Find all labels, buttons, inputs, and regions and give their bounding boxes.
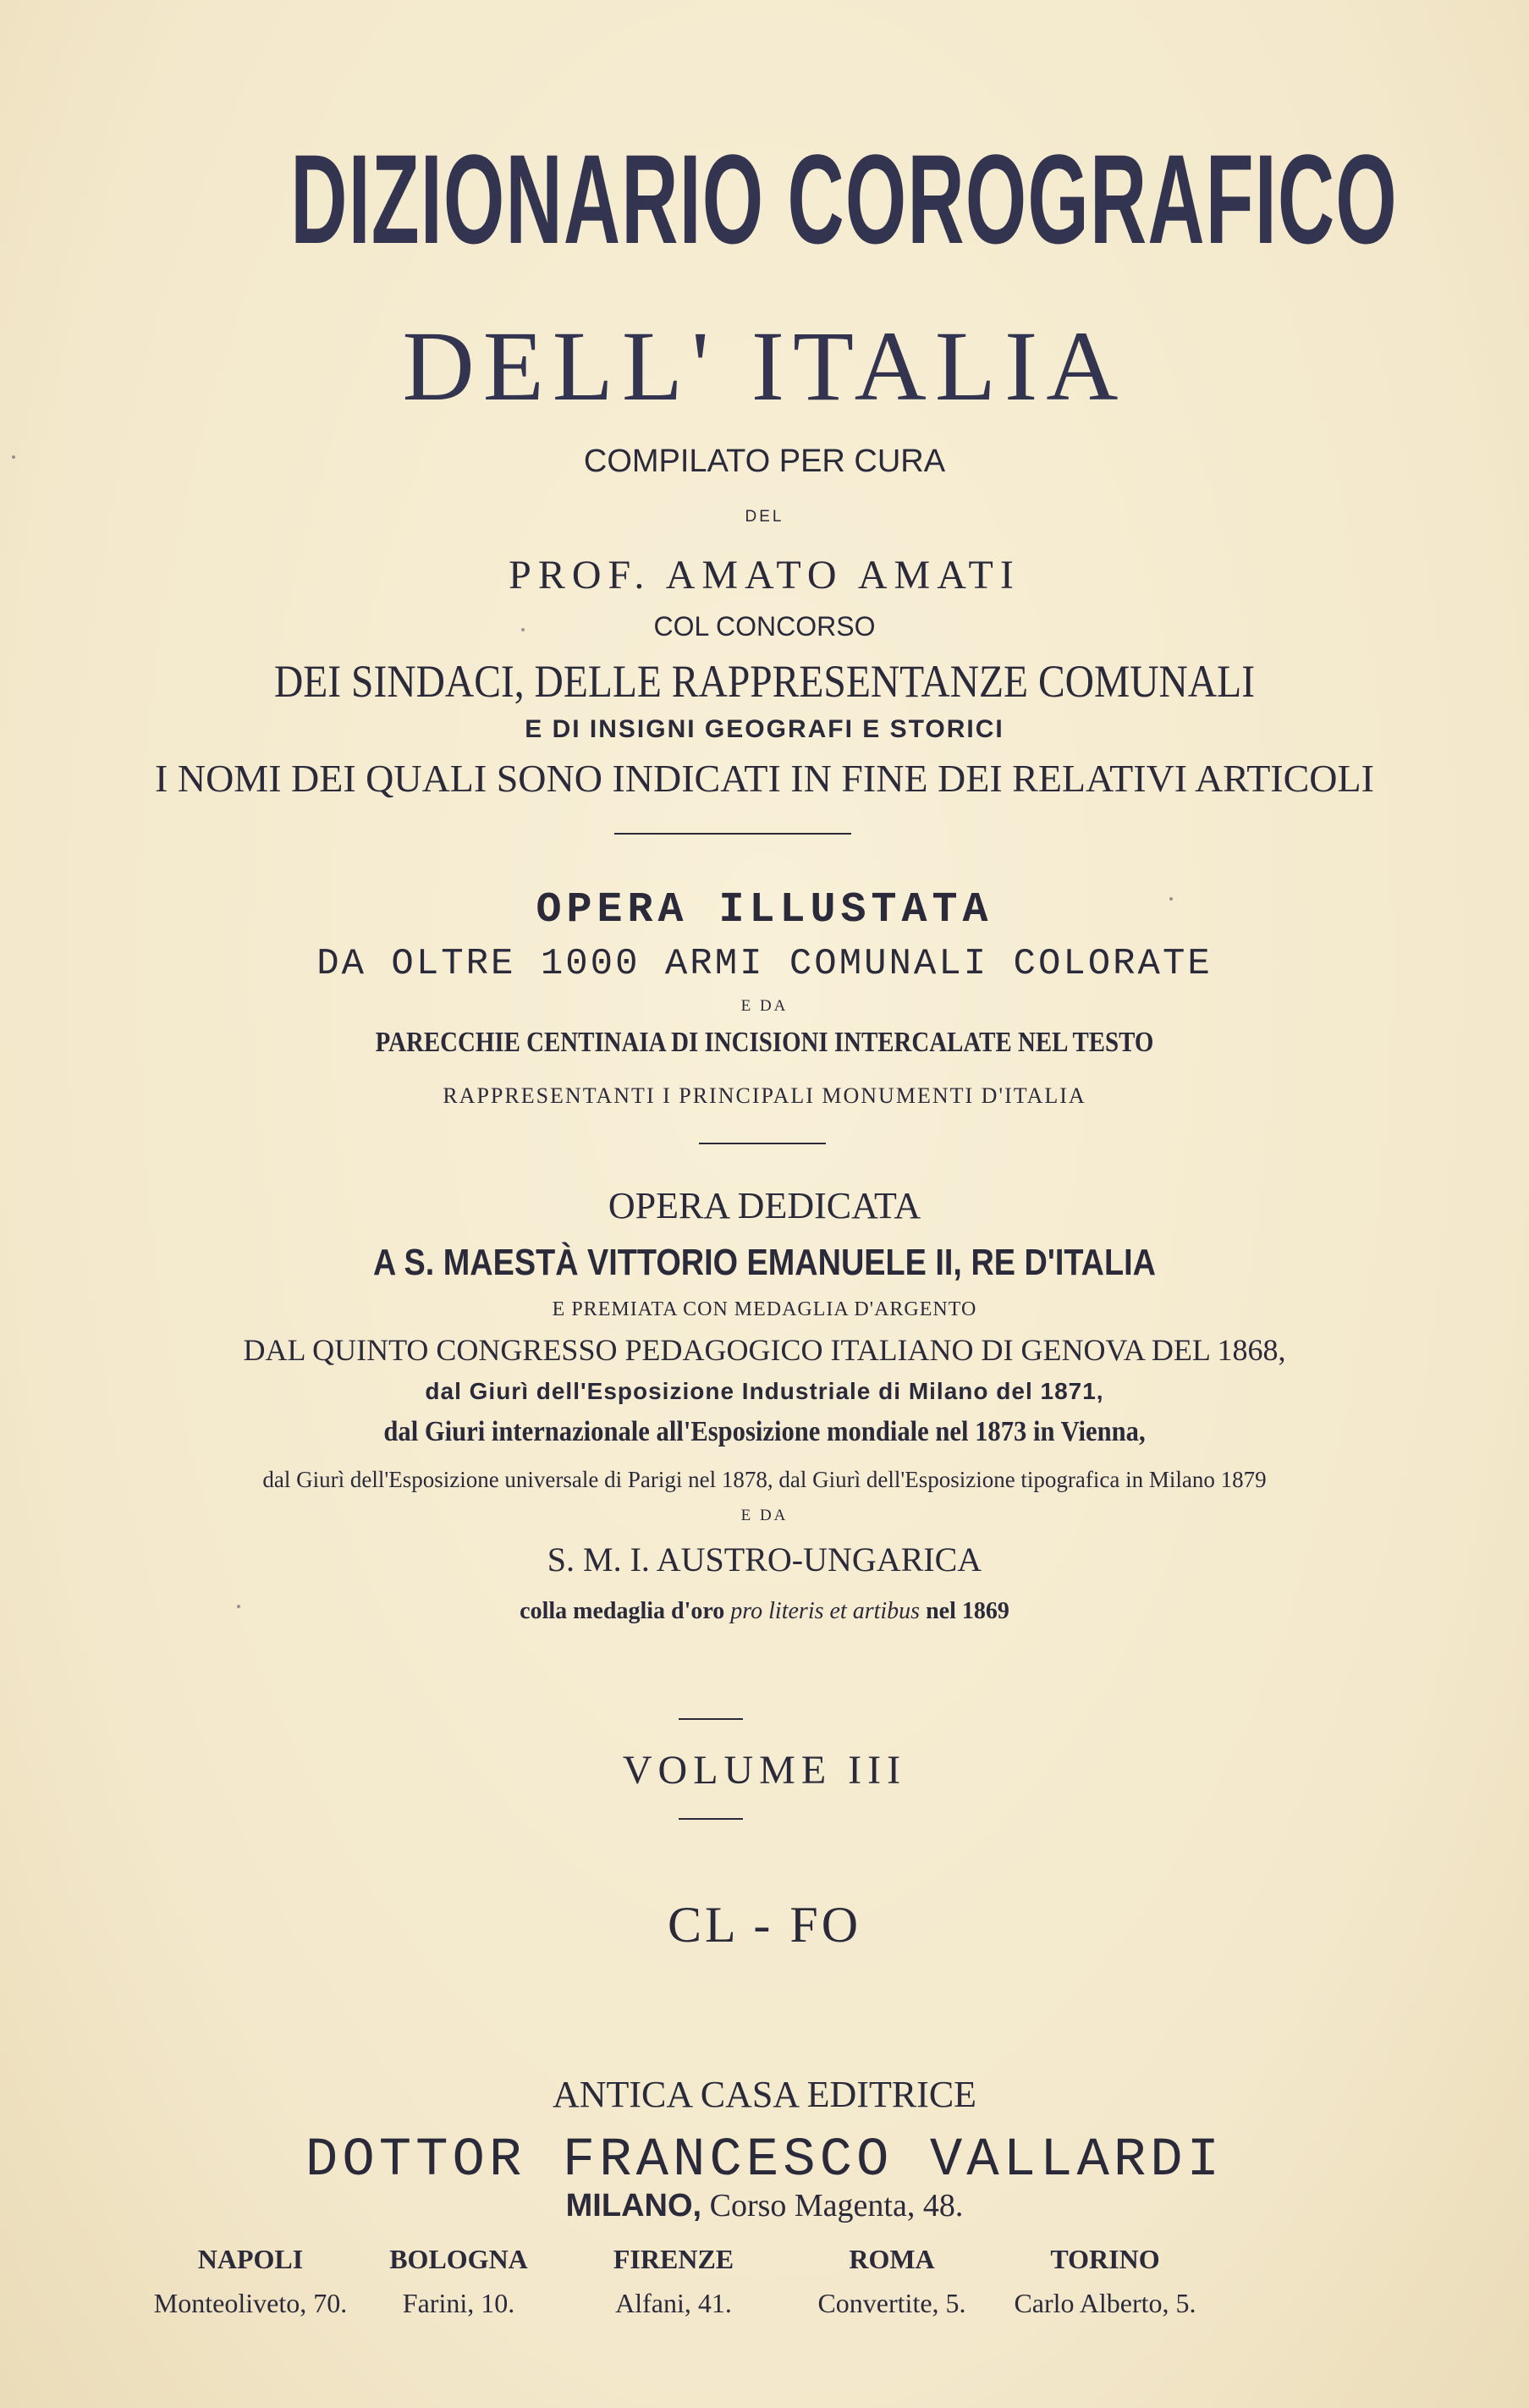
jury-1873-line: dal Giuri internazionale all'Esposizione mondiale nel 1873 in Vienna,	[383, 1416, 1146, 1447]
publisher-street: Corso Magenta, 48.	[709, 2188, 964, 2223]
branch-address: Alfani, 41.	[615, 2288, 732, 2318]
subtitle: DELL' ITALIA	[402, 311, 1127, 422]
publisher-name: DOTTOR FRANCESCO VALLARDI	[305, 2130, 1224, 2191]
paper-speck	[12, 455, 15, 459]
branch-city: BOLOGNA	[389, 2244, 528, 2274]
monarch-line: S. M. I. AUSTRO-UNGARICA	[547, 1540, 982, 1579]
conjunction-line: E DA	[740, 997, 789, 1015]
branch-address: Carlo Alberto, 5.	[1014, 2288, 1196, 2318]
conjunction-line: E DA	[740, 1507, 789, 1524]
medal-line	[0, 1595, 1529, 1628]
dedicatee-line: A S. MAESTÀ VITTORIO EMANUELE II, RE D'ITALIA	[373, 1242, 1156, 1283]
jury-1878-line: dal Giurì dell'Esposizione universale di Parigi nel 1878, dal Giurì dell'Esposizione tipografica in Milano 1879	[262, 1467, 1267, 1492]
branch-torino	[978, 2241, 1232, 2321]
branch-firenze	[547, 2241, 800, 2321]
paper-speck	[237, 1605, 240, 1608]
insigni-line: E DI INSIGNI GEOGRAFI E STORICI	[525, 715, 1004, 743]
congress-line: DAL QUINTO CONGRESSO PEDAGOGICO ITALIANO DI GENOVA DEL 1868,	[243, 1333, 1286, 1367]
branch-city: NAPOLI	[197, 2244, 304, 2274]
compiled-by-line: COMPILATO PER CURA	[583, 444, 946, 479]
author-name: PROF. AMATO AMATI	[509, 553, 1020, 598]
volume-label: VOLUME III	[622, 1748, 907, 1793]
dedication-heading: OPERA DEDICATA	[608, 1185, 921, 1226]
paper-speck	[1169, 897, 1173, 901]
monumenti-line: RAPPRESENTANTI I PRINCIPALI MONUMENTI D'ITALIA	[443, 1083, 1086, 1108]
jury-1871-line: dal Giurì dell'Esposizione Industriale di Milano del 1871,	[425, 1378, 1104, 1404]
divider-rule	[614, 833, 851, 835]
divider-rule	[679, 1718, 743, 1720]
armi-line: DA OLTRE 1000 ARMI COMUNALI COLORATE	[316, 943, 1213, 985]
medal-text-italic: pro literis et artibus	[730, 1598, 921, 1624]
divider-rule	[699, 1143, 826, 1144]
branch-address: Farini, 10.	[402, 2288, 515, 2318]
nomi-line: I NOMI DEI QUALI SONO INDICATI IN FINE DEI RELATIVI ARTICOLI	[155, 757, 1374, 800]
award-line: E PREMIATA CON MEDAGLIA D'ARGENTO	[552, 1298, 977, 1320]
concorso-line: COL CONCORSO	[653, 611, 876, 642]
branch-address: Convertite, 5.	[817, 2288, 966, 2318]
publisher-city: MILANO,	[565, 2188, 702, 2223]
branch-city: ROMA	[849, 2244, 935, 2274]
incisioni-line: PARECCHIE CENTINAIA DI INCISIONI INTERCALATE NEL TESTO	[375, 1027, 1154, 1058]
publisher-address	[0, 2185, 1529, 2226]
sindaci-line: DEI SINDACI, DELLE RAPPRESENTANZE COMUNALI	[273, 656, 1256, 707]
branch-address: Monteoliveto, 70.	[153, 2288, 348, 2318]
medal-text-pre: colla medaglia d'oro	[520, 1598, 725, 1624]
illustrated-heading: OPERA ILLUSTATA	[536, 886, 993, 934]
medal-text-post: nel 1869	[926, 1598, 1009, 1624]
publisher-house: ANTICA CASA EDITRICE	[552, 2074, 977, 2115]
paper-speck	[521, 628, 525, 631]
volume-range: CL - FO	[667, 1897, 862, 1953]
branch-city: TORINO	[1050, 2244, 1160, 2274]
branch-city: FIRENZE	[613, 2244, 734, 2274]
del-line: DEL	[745, 508, 784, 526]
main-title: DIZIONARIO COROGRAFICO	[290, 128, 1398, 270]
divider-rule	[679, 1818, 743, 1820]
